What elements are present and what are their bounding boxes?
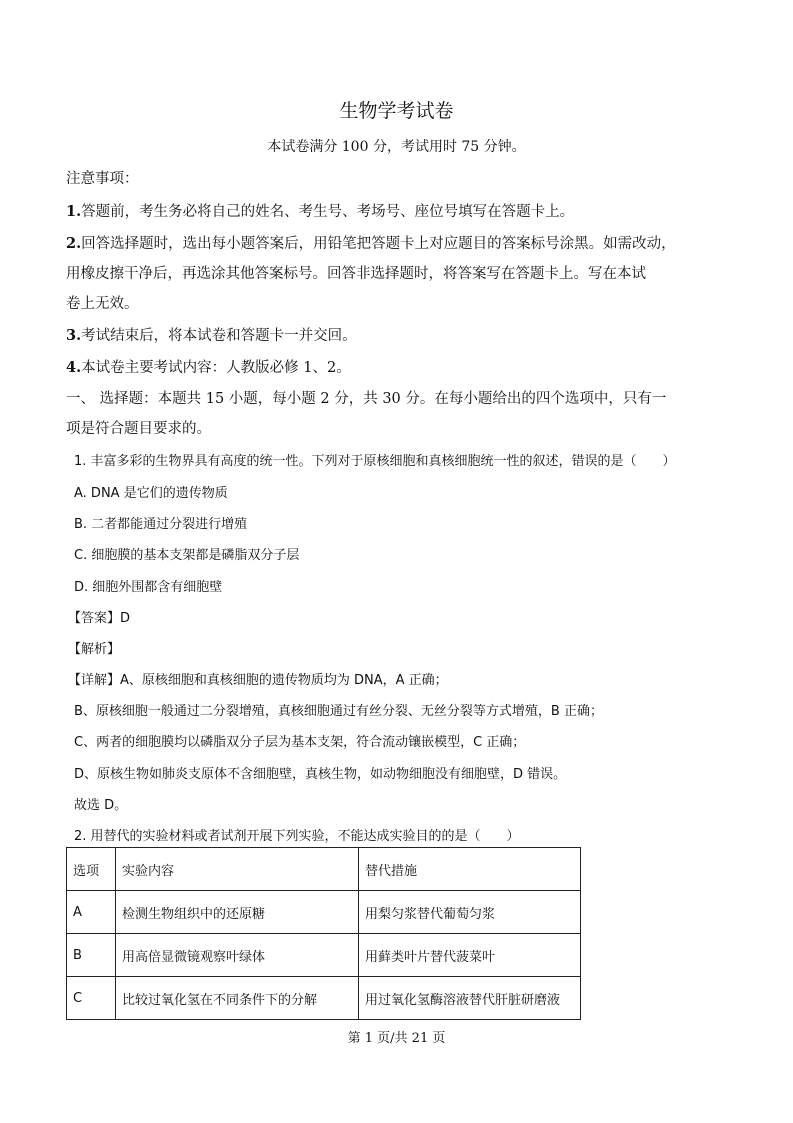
notice-item-3-text: 考试结束后，将本试卷和答题卡一并交回。	[81, 328, 357, 344]
table-header-cell: 实验内容	[116, 848, 359, 891]
table-cell: 用高倍显微镜观察叶绿体	[116, 934, 359, 977]
notice-item-2-num: 2.	[66, 235, 82, 252]
notice-item-3-num: 3.	[66, 327, 82, 344]
q1-conclusion: 故选 D。	[74, 798, 128, 813]
table-cell: A	[67, 891, 116, 934]
table-row	[67, 934, 581, 977]
notice-item-3	[66, 324, 357, 345]
page-title: 生物学考试卷	[339, 100, 454, 122]
notice-item-4-num: 4.	[66, 359, 82, 376]
notice-item-4-text: 本试卷主要考试内容：人教版必修 1、2。	[81, 360, 351, 376]
q1-option-b: B. 二者都能通过分裂进行增殖	[74, 517, 248, 532]
notice-item-2-line2: 用橡皮擦干净后，再选涂其他答案标号。回答非选择题时，将答案写在答题卡上。写在本试	[66, 266, 646, 282]
q1-analysis-label: 【解析】	[68, 642, 121, 657]
notice-item-4	[66, 356, 351, 377]
notice-item-2-line3: 卷上无效。	[66, 296, 139, 312]
q1-detail-d: D、原核生物如肺炎支原体不含细胞壁，真核生物，如动物细胞没有细胞壁，D 错误。	[74, 767, 567, 782]
page-footer: 第 1 页/共 21 页	[347, 1031, 446, 1046]
notice-heading: 注意事项：	[66, 171, 139, 187]
notice-item-1-text: 答题前，考生务必将自己的姓名、考生号、考场号、座位号填写在答题卡上。	[81, 204, 575, 220]
table-cell: 用梨匀浆替代葡萄匀浆	[359, 891, 581, 934]
table-row	[67, 977, 581, 1020]
q2-stem: 2. 用替代的实验材料或者试剂开展下列实验，不能达成实验目的的是（ ）	[74, 829, 520, 844]
q1-stem: 1. 丰富多彩的生物界具有高度的统一性。下列对于原核细胞和真核细胞统一性的叙述，错误的是（ ）	[74, 454, 676, 469]
table-cell: 检测生物组织中的还原糖	[116, 891, 359, 934]
table-cell: 用藓类叶片替代菠菜叶	[359, 934, 581, 977]
notice-item-1-num: 1.	[66, 203, 82, 220]
table-header-row	[67, 848, 581, 891]
table-header-cell: 选项	[67, 848, 116, 891]
q1-detail-c: C、两者的细胞膜均以磷脂双分子层为基本支架，符合流动镶嵌模型，C 正确；	[74, 735, 526, 750]
notice-item-1	[66, 200, 574, 221]
q1-detail-b: B、原核细胞一般通过二分裂增殖，真核细胞通过有丝分裂、无丝分裂等方式增殖，B 正确；	[74, 704, 603, 719]
table-header-cell: 替代措施	[359, 848, 581, 891]
section-heading-line2: 项是符合题目要求的。	[66, 421, 211, 437]
q1-option-c: C. 细胞膜的基本支架都是磷脂双分子层	[74, 548, 300, 563]
q1-option-d: D. 细胞外围都含有细胞壁	[74, 580, 223, 595]
q1-option-a: A. DNA 是它们的遗传物质	[74, 486, 228, 501]
table-cell: 比较过氧化氢在不同条件下的分解	[116, 977, 359, 1020]
q1-answer: 【答案】D	[68, 611, 131, 626]
table-row	[67, 891, 581, 934]
q2-options-table	[66, 847, 581, 1020]
table-cell: 用过氧化氢酶溶液替代肝脏研磨液	[359, 977, 581, 1020]
table-cell: B	[67, 934, 116, 977]
page-subtitle: 本试卷满分 100 分，考试用时 75 分钟。	[267, 139, 526, 155]
notice-item-2	[66, 232, 676, 253]
section-heading-line1: 一、 选择题：本题共 15 小题，每小题 2 分，共 30 分。在每小题给出的四个选项中，只有一	[66, 391, 667, 407]
notice-item-2-line1: 回答选择题时，选出每小题答案后，用铅笔把答题卡上对应题目的答案标号涂黑。如需改动，	[81, 236, 676, 252]
table-cell: C	[67, 977, 116, 1020]
q1-detail-a: 【详解】A、原核细胞和真核细胞的遗传物质均为 DNA，A 正确；	[68, 673, 448, 688]
